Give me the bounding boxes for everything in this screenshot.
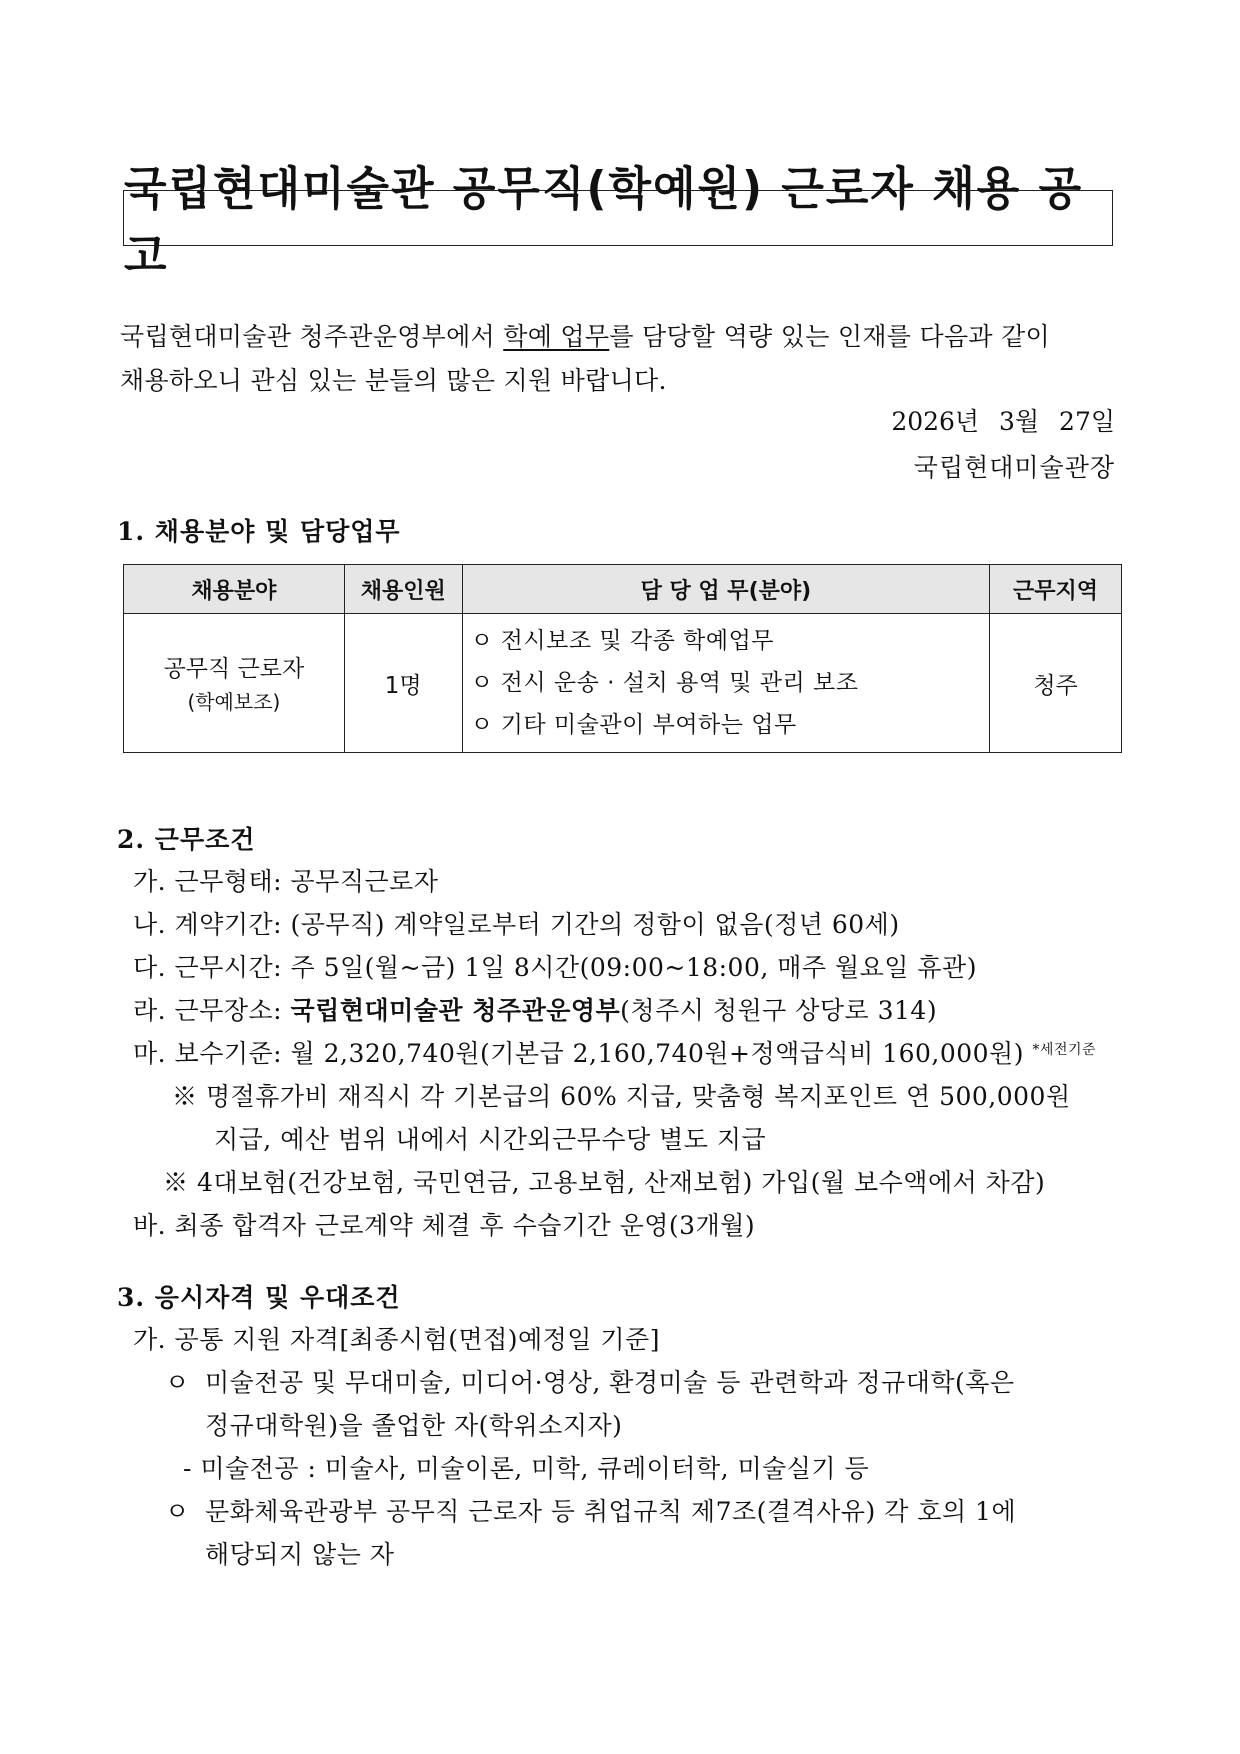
header-region: 근무지역	[990, 565, 1122, 614]
cell-region: 청주	[990, 614, 1122, 753]
intro-line-1	[120, 315, 1120, 359]
bullet-icon: ㅇ	[470, 628, 494, 654]
page-title: 국립현대미술관 공무직(학예원) 근로자 채용 공고	[124, 162, 1084, 284]
cell-field	[124, 614, 345, 753]
qualification-common: 가. 공통 지원 자격[최종시험(면접)예정일 기준]	[133, 1325, 660, 1354]
condition-type: 가. 근무형태: 공무직근로자	[133, 867, 439, 896]
duty-item	[471, 620, 988, 662]
cell-duties	[462, 614, 989, 753]
bullet-icon: ㅇ	[165, 1497, 190, 1526]
duty-text: 전시보조 및 각종 학예업무	[500, 628, 775, 654]
header-duties: 담 당 업 무(분야)	[462, 565, 989, 614]
bullet-icon: ㅇ	[470, 670, 494, 696]
pay-note-1-line-1: ※ 명절휴가비 재직시 각 기본급의 60% 지급, 맞춤형 복지포인트 연 500,000원	[172, 1082, 1071, 1111]
intro-line-2: 채용하오니 관심 있는 분들의 많은 지원 바랍니다.	[120, 366, 667, 395]
header-count: 채용인원	[344, 565, 462, 614]
field-name: 공무직 근로자	[163, 655, 305, 682]
qualification-item-1-line-2: 정규대학원)을 졸업한 자(학위소지자)	[205, 1411, 623, 1440]
pay-note-2: ※ 4대보험(건강보험, 국민연금, 고용보험, 산재보험) 가입(월 보수액에서 차감)	[163, 1168, 1046, 1197]
bullet-icon: ㅇ	[165, 1368, 190, 1397]
condition-location	[133, 991, 937, 1027]
field-sub: (학예보조)	[187, 689, 281, 714]
section-1-heading: 1. 채용분야 및 담당업무	[117, 517, 401, 546]
duty-text: 전시 운송 · 설치 용역 및 관리 보조	[500, 670, 859, 696]
location-bold: 국립현대미술관 청주관운영부	[290, 996, 621, 1025]
section-2-heading: 2. 근무조건	[117, 825, 256, 854]
qualification-item-2-text: 문화체육관광부 공무직 근로자 등 취업규칙 제7조(결격사유) 각 호의 1에	[205, 1497, 1017, 1526]
recruitment-table	[123, 564, 1122, 753]
qualification-item-2	[165, 1492, 1016, 1528]
cell-count: 1명	[344, 614, 462, 753]
qualification-item-1-text: 미술전공 및 무대미술, 미디어·영상, 환경미술 등 관련학과 정규대학(혹은	[205, 1368, 1015, 1397]
qualification-item-1-sub: - 미술전공 : 미술사, 미술이론, 미학, 큐레이터학, 미술실기 등	[183, 1454, 870, 1483]
duty-text: 기타 미술관이 부여하는 업무	[500, 712, 797, 738]
header-field: 채용분야	[124, 565, 345, 614]
condition-pay	[133, 1034, 1096, 1070]
table-row	[124, 614, 1122, 753]
title-box	[123, 162, 1113, 284]
condition-probation: 바. 최종 합격자 근로계약 체결 후 수습기간 운영(3개월)	[133, 1211, 756, 1240]
qualification-item-1	[165, 1363, 1015, 1399]
intro-paragraph	[120, 315, 1120, 403]
pay-note-1-line-2: 지급, 예산 범위 내에서 시간외근무수당 별도 지급	[214, 1125, 767, 1154]
announcement-date: 2026년 3월 27일	[891, 407, 1115, 436]
condition-hours: 다. 근무시간: 주 5일(월~금) 1일 8시간(09:00~18:00, 매주 월요일 휴관)	[133, 953, 977, 982]
table-header-row	[124, 565, 1122, 614]
section-3-heading: 3. 응시자격 및 우대조건	[117, 1283, 401, 1312]
duty-item	[471, 704, 988, 746]
pay-note: *세전기준	[1032, 1042, 1097, 1058]
duty-item	[471, 662, 988, 704]
intro-text: 국립현대미술관 청주관운영부에서	[120, 322, 504, 351]
pay-text: 마. 보수기준: 월 2,320,740원(기본급 2,160,740원+정액급식비 160,000원)	[133, 1039, 1024, 1068]
intro-underlined-text: 학예 업무	[503, 322, 610, 351]
qualification-item-2-line-2: 해당되지 않는 자	[205, 1540, 395, 1569]
location-address: (청주시 청원구 상당로 314)	[620, 996, 938, 1025]
intro-text-end: 를 담당할 역량 있는 인재를 다음과 같이	[609, 322, 1050, 351]
bullet-icon: ㅇ	[470, 712, 494, 738]
location-label: 라. 근무장소:	[133, 996, 291, 1025]
condition-period: 나. 계약기간: (공무직) 계약일로부터 기간의 정함이 없음(정년 60세)	[133, 910, 900, 939]
issuer: 국립현대미술관장	[913, 453, 1115, 482]
